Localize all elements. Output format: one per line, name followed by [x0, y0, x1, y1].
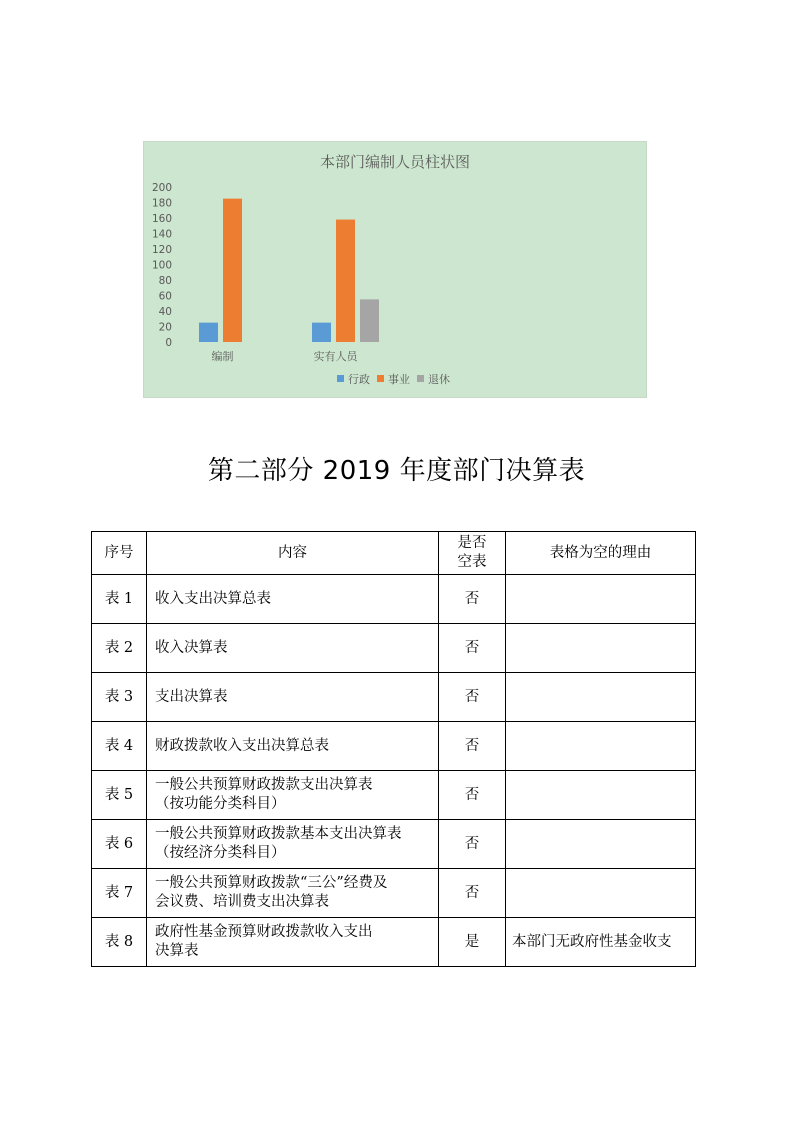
y-tick-label: 80	[158, 275, 172, 287]
row-content	[147, 869, 439, 918]
report-index-table	[91, 531, 696, 967]
bar-行政	[199, 323, 218, 342]
y-tick-label: 100	[151, 259, 172, 272]
row-is-empty: 否	[439, 820, 506, 869]
table-row	[92, 869, 696, 918]
row-number: 表 3	[92, 673, 147, 722]
y-tick-label: 160	[151, 213, 172, 225]
header-content: 内容	[147, 532, 439, 575]
row-content-line: 政府性基金预算财政拨款收入支出	[155, 924, 373, 940]
legend-label: 行政	[348, 373, 370, 386]
legend-label: 事业	[388, 373, 410, 386]
row-content	[147, 575, 439, 624]
row-content-line: 一般公共预算财政拨款“三公”经费及	[155, 875, 388, 891]
table-row	[92, 918, 696, 967]
row-is-empty: 否	[439, 624, 506, 673]
table-body	[92, 575, 696, 967]
chart-title: 本部门编制人员柱状图	[319, 153, 471, 171]
row-content-line: （按功能分类科目）	[155, 796, 286, 812]
x-category-label: 实有人员	[313, 350, 358, 363]
row-is-empty: 否	[439, 575, 506, 624]
x-category-label: 编制	[211, 350, 234, 363]
y-tick-label: 40	[158, 306, 172, 318]
row-content-line: 支出决算表	[155, 688, 228, 705]
y-tick-label: 140	[151, 228, 172, 241]
table-row	[92, 673, 696, 722]
row-content	[147, 673, 439, 722]
header-empty-line-2: 空表	[457, 554, 487, 570]
row-empty-reason	[506, 722, 696, 771]
bar-事业	[336, 220, 355, 342]
row-empty-reason: 本部门无政府性基金收支	[506, 918, 696, 967]
row-number: 表 7	[92, 869, 147, 918]
header-empty-line-1: 是否	[457, 535, 487, 551]
row-number: 表 1	[92, 575, 147, 624]
header-empty	[439, 532, 506, 575]
row-content	[147, 918, 439, 967]
legend-swatch	[337, 375, 344, 382]
row-content-line: 收入支出决算总表	[155, 590, 271, 607]
row-content-line: 财政拨款收入支出决算总表	[155, 737, 329, 754]
row-content	[147, 820, 439, 869]
legend-swatch	[377, 375, 384, 382]
row-empty-reason	[506, 820, 696, 869]
row-content-line: 会议费、培训费支出决算表	[155, 894, 329, 910]
row-is-empty: 否	[439, 869, 506, 918]
legend-swatch	[417, 375, 424, 382]
table-header-row	[92, 532, 696, 575]
table-row	[92, 820, 696, 869]
row-empty-reason	[506, 624, 696, 673]
legend-label: 退休	[428, 373, 450, 386]
row-empty-reason	[506, 771, 696, 820]
chart-svg	[144, 142, 646, 397]
y-tick-label: 60	[158, 290, 172, 303]
row-content	[147, 624, 439, 673]
row-is-empty: 是	[439, 918, 506, 967]
row-content-line: （按经济分类科目）	[155, 845, 286, 861]
row-number: 表 4	[92, 722, 147, 771]
bar-退休	[360, 299, 379, 342]
section-title: 第二部分 2019 年度部门决算表	[207, 456, 586, 486]
staff-bar-chart	[143, 141, 647, 398]
row-content-line: 决算表	[155, 943, 199, 959]
y-tick-label: 180	[151, 197, 172, 210]
table-row	[92, 771, 696, 820]
y-tick-label: 200	[151, 182, 172, 194]
row-number: 表 5	[92, 771, 147, 820]
row-empty-reason	[506, 869, 696, 918]
row-number: 表 6	[92, 820, 147, 869]
row-number: 表 2	[92, 624, 147, 673]
row-content	[147, 722, 439, 771]
row-content	[147, 771, 439, 820]
table-row	[92, 575, 696, 624]
row-content-line: 收入决算表	[155, 639, 228, 656]
y-tick-label: 120	[151, 244, 172, 256]
bar-行政	[312, 323, 331, 342]
table-row	[92, 624, 696, 673]
table-row	[92, 722, 696, 771]
header-no: 序号	[92, 532, 147, 575]
y-tick-label: 0	[165, 337, 172, 349]
row-is-empty: 否	[439, 722, 506, 771]
header-reason: 表格为空的理由	[506, 532, 696, 575]
row-empty-reason	[506, 575, 696, 624]
row-content-line: 一般公共预算财政拨款基本支出决算表	[155, 826, 402, 842]
bar-事业	[223, 199, 242, 342]
row-is-empty: 否	[439, 673, 506, 722]
row-empty-reason	[506, 673, 696, 722]
row-content-line: 一般公共预算财政拨款支出决算表	[155, 777, 373, 793]
y-tick-label: 20	[158, 321, 172, 334]
row-is-empty: 否	[439, 771, 506, 820]
row-number: 表 8	[92, 918, 147, 967]
